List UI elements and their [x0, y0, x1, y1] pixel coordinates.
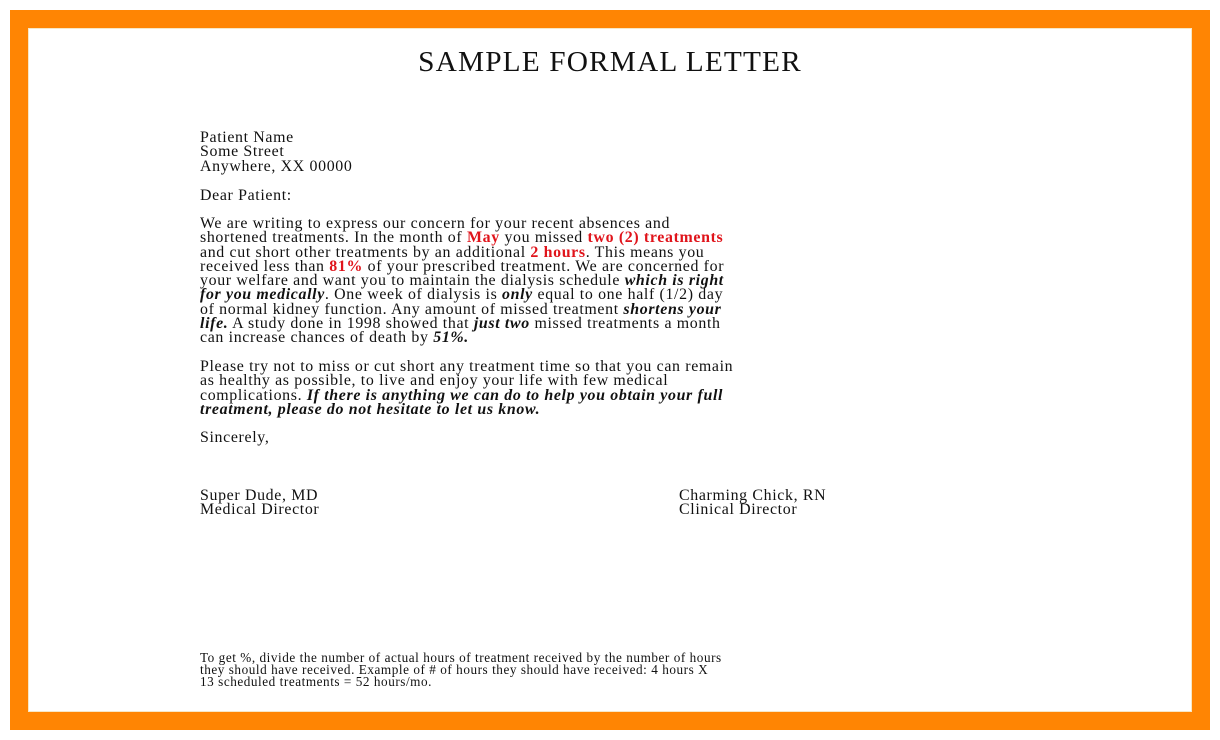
- address-city: Anywhere, XX 00000: [200, 157, 353, 175]
- signatory-name: Super Dude, MD: [200, 487, 319, 504]
- emphasis: just two: [473, 315, 530, 333]
- text: received less than: [200, 257, 330, 275]
- address-name: Patient Name: [200, 129, 294, 146]
- text: We are writing to express our concern for your recent absences and: [200, 215, 671, 232]
- address-street: Some Street: [200, 143, 285, 161]
- emphasis: If there is anything we can do to help you obtain your full: [306, 386, 724, 404]
- letter-title: SAMPLE FORMAL LETTER: [418, 47, 802, 78]
- paragraph-request: [200, 360, 733, 417]
- paragraph-concern: [200, 217, 724, 346]
- closing: Sincerely,: [200, 429, 270, 446]
- highlight-hours: 2 hours: [530, 243, 586, 261]
- text: missed treatments a month: [529, 315, 721, 333]
- text: and cut short other treatments by an additional: [200, 243, 531, 261]
- text: can increase chances of death by: [200, 329, 434, 347]
- signature-clinical-director: [679, 489, 826, 518]
- text: you missed: [499, 229, 588, 247]
- text: complications.: [200, 386, 307, 404]
- emphasis: 51%.: [433, 329, 469, 347]
- footnote-line: To get %, divide the number of actual hours of treatment received by the number of hours: [200, 650, 722, 665]
- text: A study done in 1998 showed that: [228, 315, 474, 333]
- signatory-name: Charming Chick, RN: [679, 487, 827, 504]
- text: of normal kidney function. Any amount of missed treatment: [200, 300, 624, 318]
- highlight-percentage: 81%: [329, 257, 364, 275]
- emphasis: only: [502, 286, 533, 304]
- para2-line: treatment, please do not hesitate to let us know.: [200, 400, 541, 418]
- para1-line: [200, 331, 724, 345]
- text: equal to one half (1/2) day: [532, 286, 724, 304]
- para2-line: Please try not to miss or cut short any treatment time so that you can remain: [200, 358, 734, 375]
- footnote-line: they should have received. Example of # of hours they should have received: 4 hours X: [200, 662, 709, 678]
- text: of your prescribed treatment. We are concerned for: [363, 257, 725, 275]
- signatory-role: Clinical Director: [679, 501, 798, 519]
- emphasis: shortens your: [623, 300, 722, 318]
- text: . One week of dialysis is: [324, 286, 503, 304]
- signature-medical-director: [200, 489, 319, 518]
- emphasis: which is right: [624, 272, 724, 290]
- emphasis: life.: [200, 315, 229, 333]
- salutation: Dear Patient:: [200, 187, 292, 204]
- footnote-line: 13 scheduled treatments = 52 hours/mo.: [200, 674, 432, 690]
- text: shortened treatments. In the month of: [200, 229, 467, 247]
- signatory-role: Medical Director: [200, 501, 320, 519]
- footnote: [200, 652, 722, 689]
- recipient-address: [200, 131, 352, 174]
- emphasis: for you medically: [200, 286, 325, 304]
- highlight-month: May: [466, 229, 500, 247]
- text: your welfare and want you to maintain the dialysis schedule: [200, 272, 625, 290]
- para2-line: as healthy as possible, to live and enjoy your life with few medical: [200, 372, 669, 390]
- highlight-missed-treatments: two (2) treatments: [587, 229, 724, 247]
- text: . This means you: [585, 243, 705, 261]
